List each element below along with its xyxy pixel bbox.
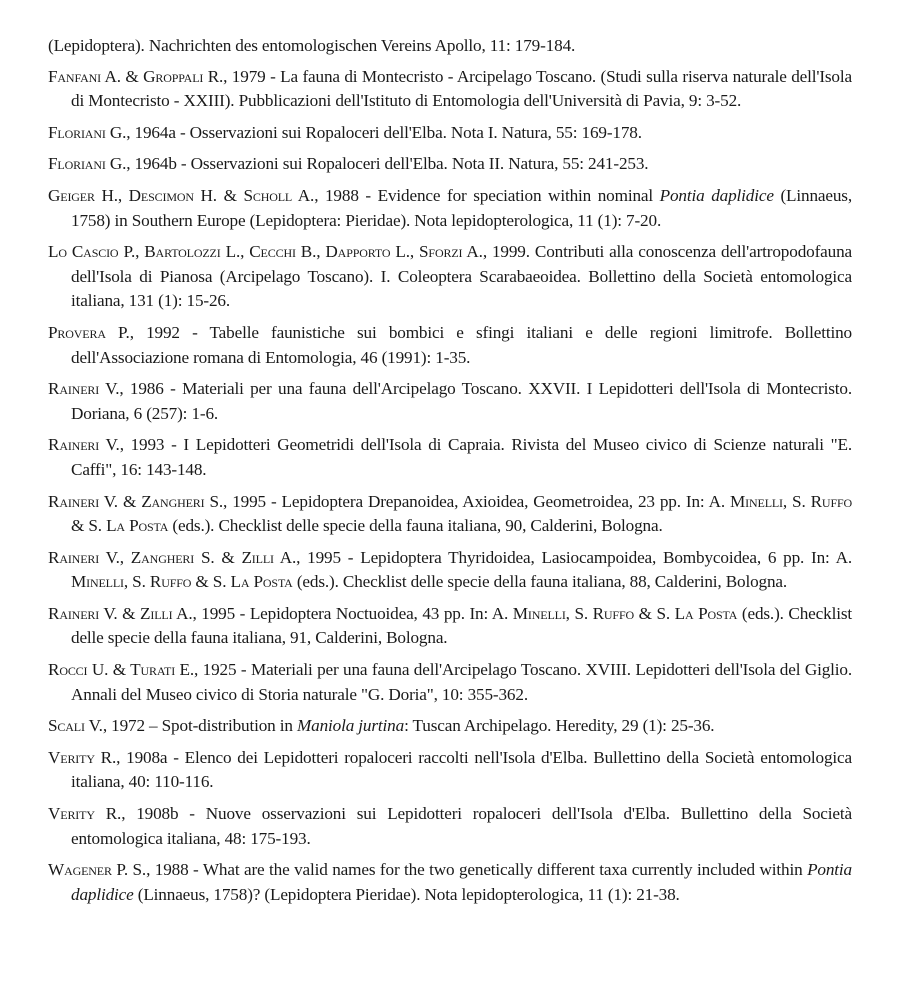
reference-authors: Scali V. (48, 716, 103, 736)
reference-entry-raineri-zilli-1995 (48, 602, 852, 651)
reference-text: (Linnaeus, 1758)? (Lepidoptera Pieridae). Nota lepidopterologica, 11 (1): 21-38. (133, 884, 680, 904)
reference-entry-raineri-1993 (48, 433, 852, 482)
reference-authors: Rocci U. & Turati E. (48, 660, 195, 680)
species-name: Pontia daplidice (71, 860, 852, 904)
reference-entry-rocci-turati-1925 (48, 658, 852, 707)
reference-authors: Raineri V. (48, 379, 120, 399)
reference-authors: Minelli, S. Ruffo & S. La Posta (71, 491, 853, 536)
reference-authors: Verity R. (48, 804, 122, 824)
species-name: Maniola jurtina (296, 716, 405, 736)
reference-authors: Raineri V. (48, 435, 120, 455)
reference-entry-raineri-1986 (48, 377, 852, 426)
reference-text: , 1995 - Lepidoptera Drepanoidea, Axioidea, Geometroidea, 23 pp. In: A. (223, 491, 731, 511)
reference-text: : Tuscan Archipelago. Heredity, 29 (1): 25-36. (404, 716, 715, 736)
reference-text: , 1995 - Lepidoptera Noctuoidea, 43 pp. In: A. (192, 603, 513, 623)
reference-entry-wagener-1988 (48, 858, 852, 907)
reference-authors: Raineri V. & Zilli A. (48, 603, 193, 623)
reference-authors: Floriani G. (48, 122, 127, 142)
species-name: Pontia daplidice (659, 185, 774, 205)
reference-entry-raineri-zangheri-1995 (48, 490, 852, 539)
reference-authors: Verity R. (48, 747, 117, 767)
reference-text: , 1908b - Nuove osservazioni sui Lepidotteri ropaloceri dell'Isola d'Elba. Bullettino della Società entomologica italiana, 48: 175-193. (71, 804, 852, 848)
reference-entry-verity-1908b (48, 802, 852, 851)
reference-authors: Minelli, S. Ruffo & S. La Posta (512, 603, 738, 623)
reference-text: , 1988 - Evidence for speciation within nominal (314, 185, 660, 205)
reference-authors: Raineri V. & Zangheri S. (48, 491, 224, 511)
reference-entry-locascio-1999 (48, 240, 852, 314)
reference-text: (Lepidoptera). Nachrichten des entomologischen Vereins Apollo, 11: 179-184. (48, 36, 576, 55)
reference-text: , 1993 - I Lepidotteri Geometridi dell'Isola di Capraia. Rivista del Museo civico di Scienze naturali "E. Caffi", 16: 143-148. (71, 435, 852, 479)
reference-entry-scali-1972 (48, 714, 852, 739)
reference-text: , 1972 – Spot-distribution in (102, 716, 297, 736)
reference-text: , 1979 - La fauna di Montecristo - Arcipelago Toscano. (Studi sulla riserva naturale dell'Isola di Montecristo - XXIII). Pubblicazioni dell'Istituto di Entomologia dell'Università di Pavia, 9: 3-52. (71, 66, 852, 111)
reference-text: , 1925 - Materiali per una fauna dell'Arcipelago Toscano. XVIII. Lepidotteri dell'Isola del Giglio. Annali del Museo civico di Storia naturale "G. Doria", 10: 355-362. (71, 660, 853, 704)
reference-entry-verity-1908a (48, 746, 852, 795)
reference-text: (eds.). Checklist delle specie della fauna italiana, 88, Calderini, Bologna. (292, 572, 788, 592)
reference-entry-apollo-continuation (48, 34, 852, 59)
reference-list (48, 34, 852, 907)
reference-text: (eds.). Checklist delle specie della fauna italiana, 91, Calderini, Bologna. (71, 603, 852, 648)
reference-authors: Floriani G. (48, 154, 127, 174)
reference-authors: Wagener P. S. (48, 860, 147, 880)
reference-text: , 1992 - Tabelle faunistiche sui bombici e sfingi italiani e delle regioni limitrofe. Bollettino dell'Associazione romana di Entomologia, 46 (1991): 1-35. (71, 322, 852, 367)
reference-entry-fanfani-1979 (48, 65, 852, 114)
reference-text: , 1964b - Osservazioni sui Ropaloceri dell'Elba. Nota II. Natura, 55: 241-253. (126, 154, 649, 174)
reference-entry-geiger-1988 (48, 184, 852, 233)
reference-entry-floriani-1964b (48, 152, 852, 177)
reference-text: , 1908a - Elenco dei Lepidotteri ropaloceri raccolti nell'Isola d'Elba. Bullettino della Società entomologica italiana, 40: 110-116. (71, 747, 852, 792)
reference-authors: Raineri V., Zangheri S. & Zilli A. (48, 547, 297, 567)
reference-authors: Lo Cascio P., Bartolozzi L., Cecchi B., Dapporto L., Sforzi A. (48, 242, 483, 262)
reference-text: (eds.). Checklist delle specie della fauna italiana, 90, Calderini, Bologna. (168, 516, 663, 536)
reference-authors: Geiger H., Descimon H. & Scholl A. (48, 185, 315, 205)
reference-entry-raineri-zangheri-zilli-1995 (48, 546, 852, 595)
reference-text: , 1995 - Lepidoptera Thyridoidea, Lasiocampoidea, Bombycoidea, 6 pp. In: A. (296, 547, 852, 567)
reference-authors: Provera P. (48, 322, 130, 342)
reference-authors: Minelli, S. Ruffo & S. La Posta (71, 572, 293, 592)
reference-text: , 1986 - Materiali per una fauna dell'Arcipelago Toscano. XXVII. I Lepidotteri dell'Isola di Montecristo. Doriana, 6 (257): 1-6. (71, 379, 852, 423)
reference-entry-provera-1992 (48, 321, 852, 370)
reference-text: , 1988 - What are the valid names for the two genetically different taxa currently included within (146, 860, 808, 880)
reference-text: , 1999. Contributi alla conoscenza dell'artropodofauna dell'Isola di Pianosa (Arcipelago Toscano). I. Coleoptera Scarabaeoidea. Bollettino della Società entomologica italiana, 131 (1): 15-26. (71, 242, 853, 311)
reference-authors: Fanfani A. & Groppali R. (48, 66, 224, 86)
reference-text: (Linnaeus, 1758) in Southern Europe (Lepidoptera: Pieridae). Nota lepidopterologica, 11 (1): 7-20. (71, 185, 852, 230)
reference-text: , 1964a - Osservazioni sui Ropaloceri dell'Elba. Nota I. Natura, 55: 169-178. (126, 122, 642, 142)
reference-entry-floriani-1964a (48, 121, 852, 146)
